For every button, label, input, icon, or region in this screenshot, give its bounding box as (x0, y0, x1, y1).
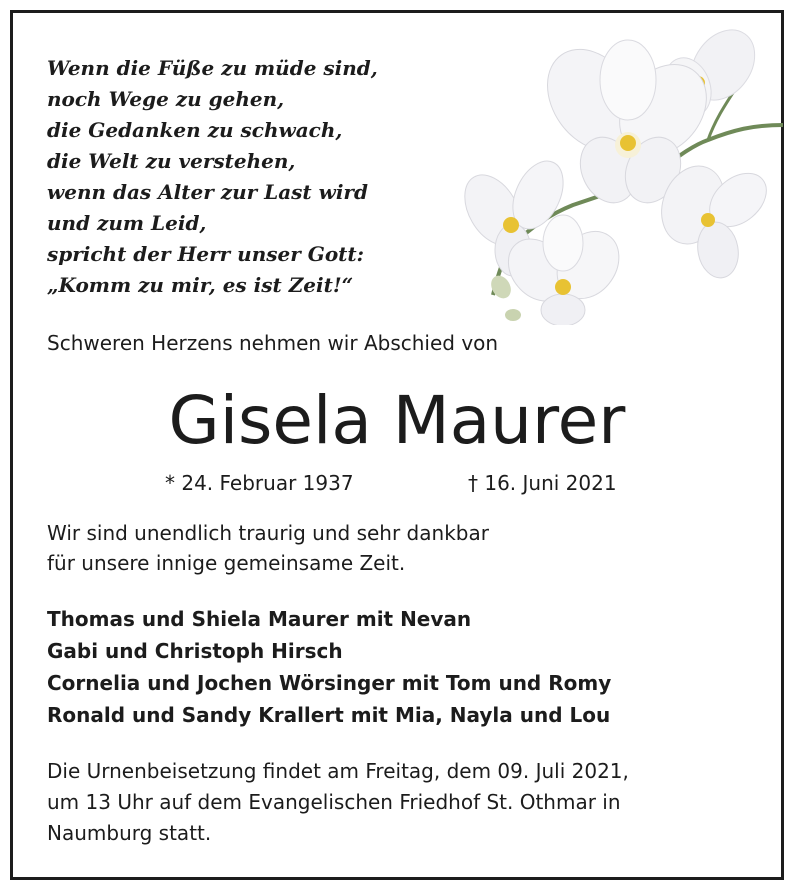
family-line: Cornelia und Jochen Wörsinger mit Tom und Romy (47, 671, 612, 695)
poem-line: noch Wege zu gehen, (47, 87, 285, 111)
death-date: † 16. Juni 2021 (468, 471, 617, 495)
family-line: Ronald und Sandy Krallert mit Mia, Nayla und Lou (47, 703, 611, 727)
poem-line: Wenn die Füße zu müde sind, (47, 56, 378, 80)
family-line: Thomas und Shiela Maurer mit Nevan (47, 607, 472, 631)
funeral-line: Die Urnenbeisetzung findet am Freitag, dem 09. Juli 2021, (47, 759, 629, 783)
funeral-line: um 13 Uhr auf dem Evangelischen Friedhof St. Othmar in (47, 790, 621, 814)
poem-line: die Gedanken zu schwach, (47, 118, 343, 142)
deceased-name: Gisela Maurer (168, 382, 626, 459)
poem-line: wenn das Alter zur Last wird (47, 180, 368, 204)
family-list (47, 603, 611, 731)
thanks-text (47, 518, 489, 578)
thanks-line: für unsere innige gemeinsame Zeit. (47, 551, 406, 575)
orchid-image (453, 25, 783, 325)
birth-date: * 24. Februar 1937 (165, 471, 354, 495)
poem-line: spricht der Herr unser Gott: (47, 242, 365, 266)
thanks-line: Wir sind unendlich traurig und sehr dankbar (47, 521, 489, 545)
poem (47, 53, 378, 301)
poem-line: „Komm zu mir, es ist Zeit!“ (47, 273, 354, 297)
intro-text: Schweren Herzens nehmen wir Abschied von (47, 331, 499, 355)
family-line: Gabi und Christoph Hirsch (47, 639, 343, 663)
funeral-notice (47, 756, 629, 849)
funeral-line: Naumburg statt. (47, 821, 212, 845)
obituary-frame (10, 10, 784, 880)
poem-line: die Welt zu verstehen, (47, 149, 296, 173)
poem-line: und zum Leid, (47, 211, 207, 235)
